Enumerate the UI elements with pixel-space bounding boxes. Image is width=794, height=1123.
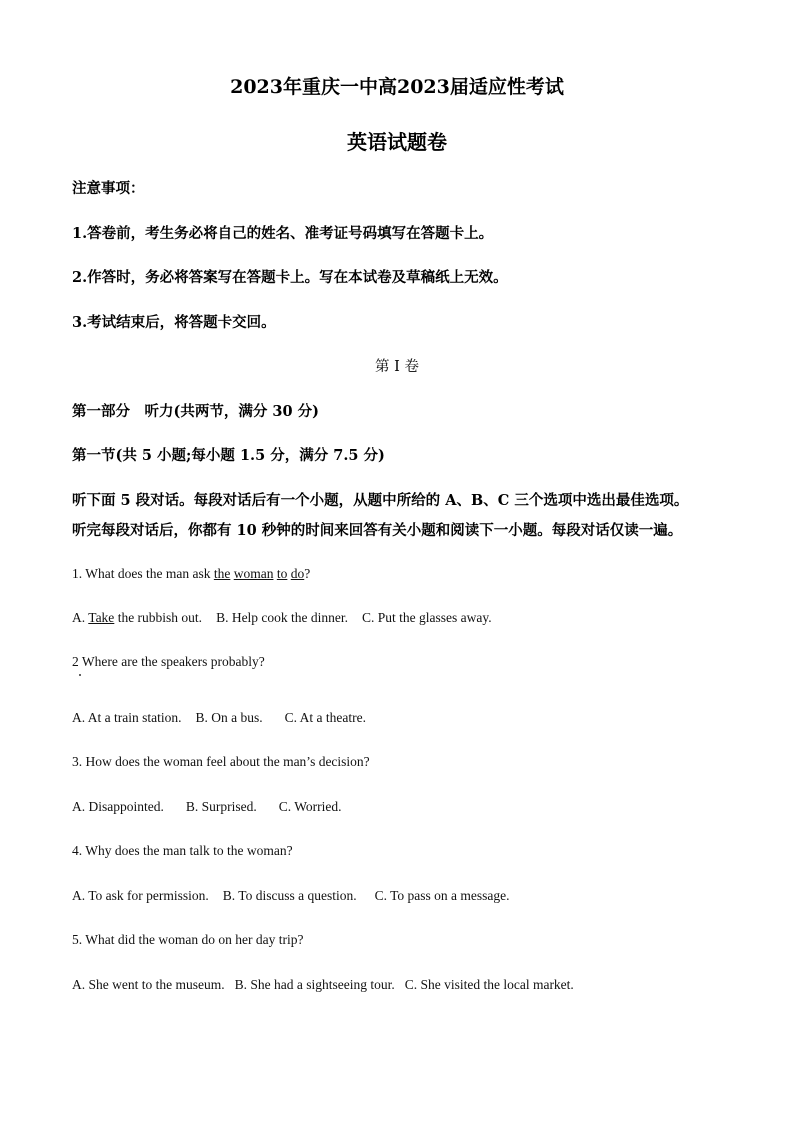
question-1-option-b: B. Help cook the dinner.: [216, 610, 349, 625]
question-5-option-b: B. She had a sightseeing tour.: [234, 977, 395, 992]
question-4-options: [72, 888, 510, 904]
option-underlined-word: Take: [88, 610, 115, 625]
instructions-line-1: 听下面 5 段对话。每段对话后有一个小题，从题中所给的 A、B、C 三个选项中选出最佳选项。: [72, 492, 689, 509]
question-1-underlined-word: to: [276, 566, 288, 581]
volume-label: 第 I 卷: [375, 359, 419, 375]
question-4-option-c: C. To pass on a message.: [374, 888, 510, 903]
exam-subtitle: 英语试题卷: [347, 130, 447, 154]
question-1-stem-prefix: 1. What does the man ask: [72, 566, 214, 581]
notice-item-3: 3.考试结束后，将答题卡交回。: [72, 314, 276, 331]
question-1-options: [72, 610, 492, 626]
question-3-option-b: B. Surprised.: [185, 799, 257, 814]
exam-title: 2023年重庆一中高2023届适应性考试: [230, 76, 564, 98]
option-letter: A.: [72, 610, 89, 625]
section-heading: 第一节(共 5 小题;每小题 1.5 分，满分 7.5 分): [72, 447, 385, 464]
question-3-options: [72, 799, 342, 815]
option-text: the rubbish out.: [114, 610, 203, 625]
instructions-line-2: 听完每段对话后，你都有 10 秒钟的时间来回答有关小题和阅读下一小题。每段对话仅读一遍。: [72, 522, 683, 539]
stray-dot: [79, 674, 81, 676]
question-2-option-b: B. On a bus.: [195, 710, 263, 725]
question-1-underlined-word: the: [213, 566, 231, 581]
question-5-option-c: C. She visited the local market.: [404, 977, 574, 992]
question-4-option-a: A. To ask for permission.: [72, 888, 209, 903]
question-3-option-c: C. Worried.: [278, 799, 342, 814]
question-2-options: [72, 710, 366, 726]
question-4-stem: 4. Why does the man talk to the woman?: [72, 843, 293, 858]
question-1-underlined-word: woman: [233, 566, 274, 581]
part-heading: 第一部分 听力(共两节，满分 30 分): [72, 403, 319, 420]
question-1-option-a: [72, 610, 202, 625]
question-1-underlined-word: do: [290, 566, 305, 581]
question-2-stem: 2 Where are the speakers probably?: [72, 654, 265, 669]
question-5-stem: 5. What did the woman do on her day trip?: [72, 932, 304, 947]
question-2-option-a: A. At a train station.: [72, 710, 182, 725]
notice-heading: 注意事项：: [72, 180, 145, 197]
notice-item-1: 1.答卷前，考生务必将自己的姓名、准考证号码填写在答题卡上。: [72, 225, 494, 242]
question-3-stem: 3. How does the woman feel about the man’s decision?: [72, 754, 370, 769]
question-5-option-a: A. She went to the museum.: [72, 977, 225, 992]
question-3-option-a: A. Disappointed.: [72, 799, 164, 814]
question-1-option-c: C. Put the glasses away.: [362, 610, 492, 625]
question-1-stem-suffix: ?: [304, 566, 311, 581]
question-5-options: [72, 977, 574, 993]
question-4-option-b: B. To discuss a question.: [222, 888, 357, 903]
question-2-option-c: C. At a theatre.: [284, 710, 366, 725]
question-1-stem: [72, 566, 310, 582]
notice-item-2: 2.作答时，务必将答案写在答题卡上。写在本试卷及草稿纸上无效。: [72, 269, 508, 286]
